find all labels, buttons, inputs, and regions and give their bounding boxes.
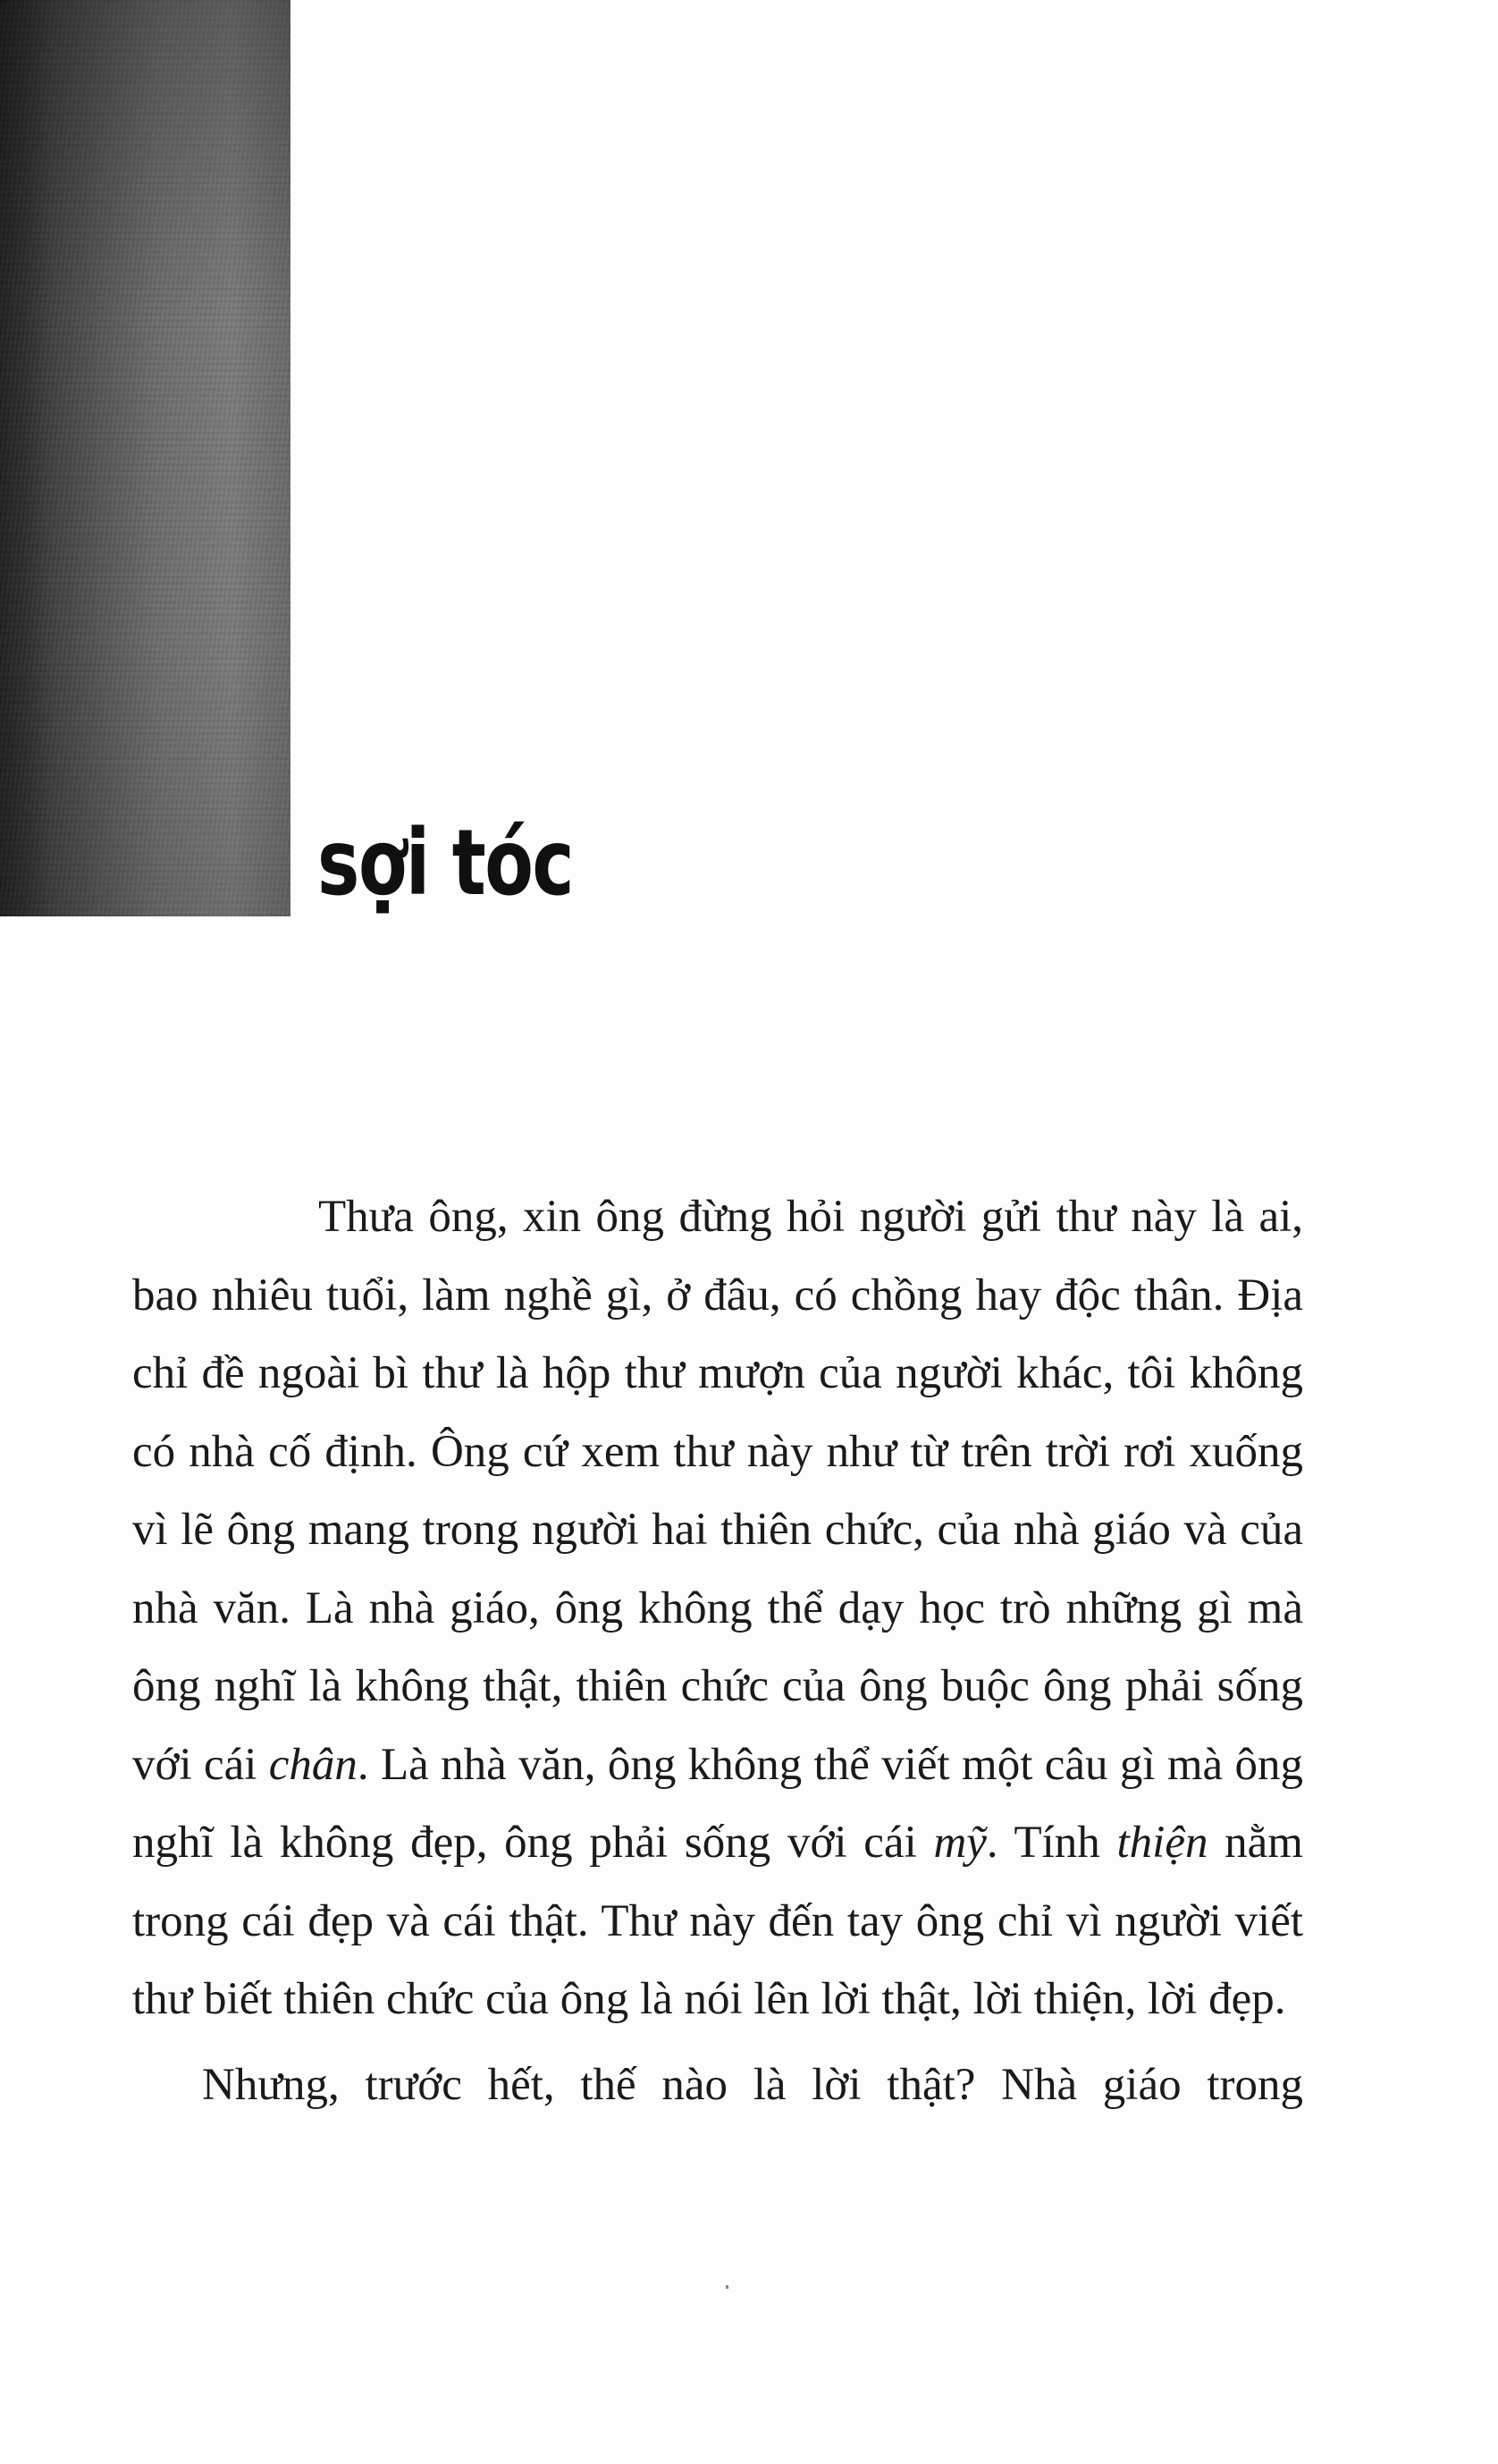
body-text: [132, 1178, 1303, 2124]
paragraph-1-text-b: . Là nhà văn, ông không thể viết một câu gì mà ông nghĩ là không đẹp, ông phải sống với cái: [132, 1739, 1303, 1868]
paragraph-1-text-c: . Tính: [986, 1818, 1117, 1868]
chapter-title: sợi tóc: [317, 810, 573, 916]
emphasis-thien: thiện: [1116, 1818, 1208, 1868]
emphasis-my: mỹ: [933, 1818, 987, 1868]
paragraph-1-text-a: Thưa ông, xin ông đừng hỏi người gửi thư này là ai, bao nhiêu tuổi, làm nghề gì, ở đâu, có chồng hay độc thân. Địa chỉ đề ngoài bì thư là hộp thư mượn của người khác, tôi không có nhà cố định. Ông cứ xem thư này như từ trên trời rơi xuống vì lẽ ông mang trong người hai thiên chức, của nhà giáo và của nhà văn. Là nhà giáo, ông không thể dạy học trò những gì mà ông nghĩ là không thật, thiên chức của ông buộc ông phải sống với cái: [132, 1192, 1303, 1790]
chapter-side-image: [0, 0, 290, 916]
paragraph-1: [132, 1178, 1303, 2039]
page-speck: [726, 2285, 728, 2289]
paragraph-1-text-d: nằm trong cái đẹp và cái thật. Thư này đến tay ông chỉ vì người viết thư biết thiên chức của ông là nói lên lời thật, lời thiện, lời đẹp.: [132, 1818, 1303, 2024]
emphasis-chan: chân: [268, 1739, 358, 1790]
paragraph-2: Nhưng, trước hết, thế nào là lời thật? Nhà giáo trong: [202, 2059, 1303, 2110]
